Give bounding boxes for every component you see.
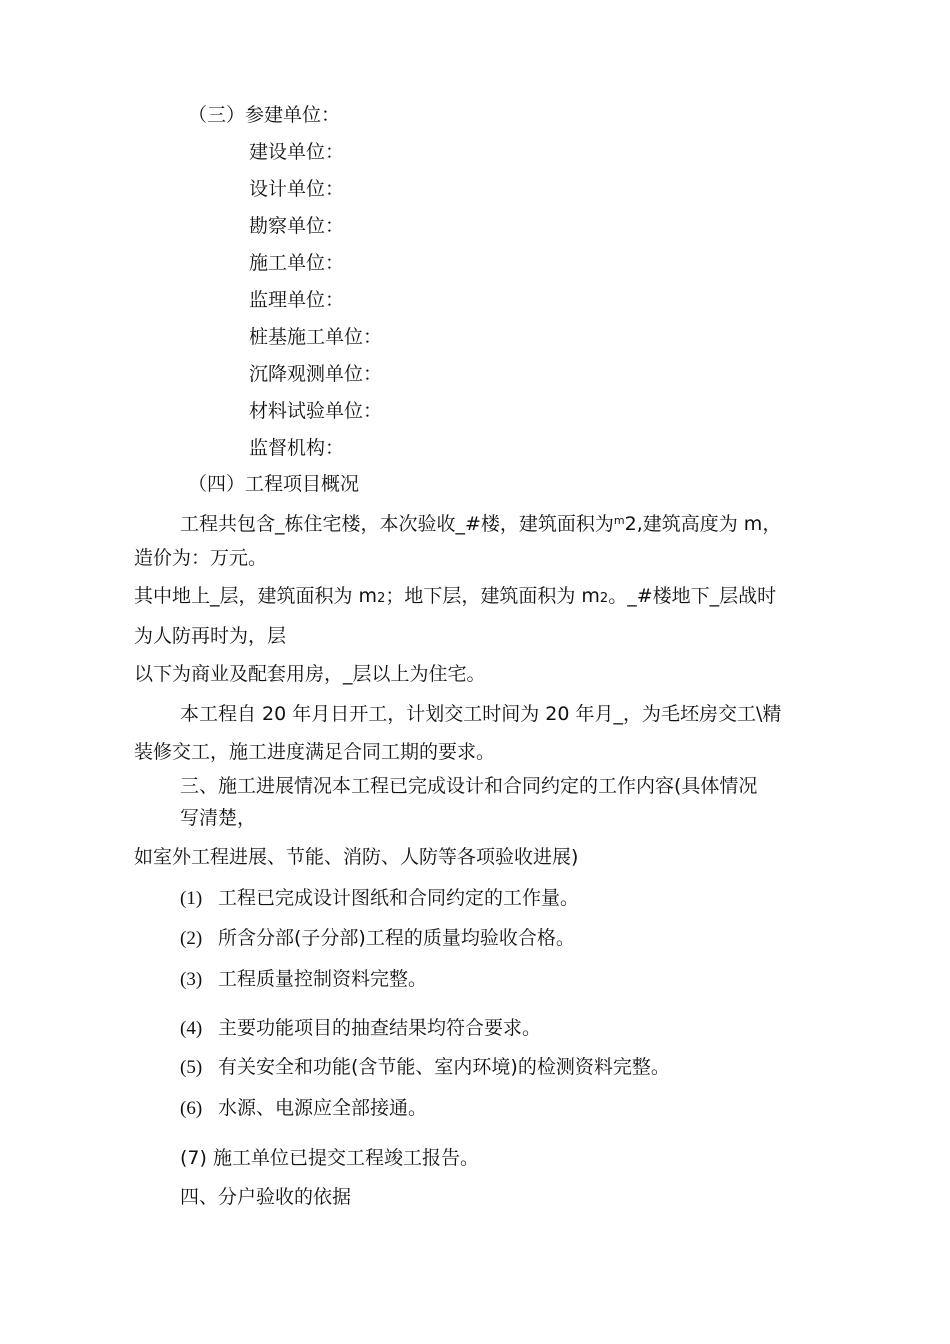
participants-heading: （三）参建单位： <box>188 104 341 126</box>
participant-item: 监督机构： <box>249 437 345 459</box>
overview-paragraph-4: 本工程自 20 年月日开工，计划交工时间为 20 年月_，为毛坯房交工\精 <box>180 703 782 725</box>
item-text: 工程已完成设计图纸和合同约定的工作量。 <box>218 887 580 909</box>
progress-item <box>180 1096 427 1121</box>
progress-item <box>180 926 575 951</box>
item-text: 主要功能项目的抽查结果均符合要求。 <box>218 1017 542 1039</box>
participant-item: 桩基施工单位： <box>249 326 383 348</box>
progress-item-7: (7) 施工单位已提交工程竣工报告。 <box>180 1147 479 1169</box>
overview-paragraph-3: 以下为商业及配套用房，_层以上为住宅。 <box>134 663 486 685</box>
overview-text: 其中地上_层，建筑面积为 m <box>134 585 378 607</box>
progress-item <box>180 1055 670 1080</box>
item-text: 所含分部(子分部)工程的质量均验收合格。 <box>218 927 575 949</box>
item-text: 有关安全和功能(含节能、室内环境)的检测资料完整。 <box>218 1056 670 1078</box>
participant-item: 设计单位： <box>249 178 345 200</box>
participant-item: 材料试验单位： <box>249 400 383 422</box>
item-number: (6) <box>180 1098 203 1119</box>
progress-item <box>180 1016 541 1041</box>
progress-heading-detail: 如室外工程进展、节能、消防、人防等各项验收进展) <box>134 846 579 868</box>
progress-item <box>180 967 427 992</box>
item-number: (1) <box>180 888 203 909</box>
overview-text: 。_#楼地下_层战时 <box>608 585 777 607</box>
item-number: (2) <box>180 928 203 949</box>
overview-text: ；地下层，建筑面积为 m <box>385 585 600 607</box>
overview-text: 工程共包含_栋住宅楼，本次验收_#楼，建筑面积为 <box>180 513 614 535</box>
overview-paragraph-2 <box>134 584 776 611</box>
overview-heading: （四）工程项目概况 <box>188 473 360 495</box>
overview-paragraph-2-cont: 为人防再时为，层 <box>134 625 287 647</box>
item-number: (3) <box>180 969 203 990</box>
progress-item <box>180 886 579 911</box>
overview-text: 2,建筑高度为 m， <box>624 513 782 535</box>
item-text: 工程质量控制资料完整。 <box>218 968 428 990</box>
unit-superscript: m <box>613 514 625 527</box>
participant-item: 监理单位： <box>249 289 345 311</box>
basis-heading: 四、分户验收的依据 <box>180 1186 352 1208</box>
unit-subscript: 2 <box>377 591 386 606</box>
item-text: 水源、电源应全部接通。 <box>218 1097 428 1119</box>
participant-item: 施工单位： <box>249 252 345 274</box>
item-number: (5) <box>180 1057 203 1078</box>
progress-heading: 三、施工进展情况本工程已完成设计和合同约定的工作内容(具体情况 <box>180 775 758 797</box>
unit-subscript: 2 <box>599 591 609 606</box>
participant-item: 勘察单位： <box>249 215 345 237</box>
overview-paragraph-1 <box>180 509 781 536</box>
progress-heading-cont: 写清楚， <box>180 807 257 829</box>
participant-item: 建设单位： <box>249 141 345 163</box>
item-number: (4) <box>180 1018 203 1039</box>
overview-paragraph-4-cont: 装修交工，施工进度满足合同工期的要求。 <box>134 741 496 763</box>
overview-paragraph-1-cont: 造价为：万元。 <box>134 547 268 569</box>
participant-item: 沉降观测单位： <box>249 363 383 385</box>
